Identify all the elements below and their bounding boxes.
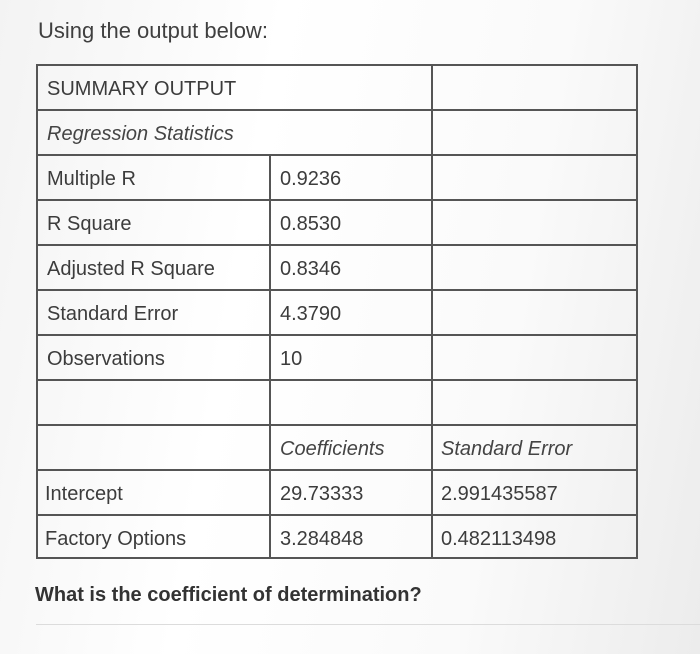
- standard-error-header: Standard Error: [441, 438, 573, 460]
- coef-label: Intercept: [45, 483, 123, 505]
- regression-summary-table: [36, 64, 638, 559]
- std-error-value: 2.991435587: [441, 483, 558, 505]
- row-divider: [38, 469, 636, 471]
- regression-statistics-label: Regression Statistics: [47, 123, 234, 145]
- stat-value: 10: [280, 348, 303, 370]
- row-divider: [38, 244, 636, 246]
- row-divider: [38, 289, 636, 291]
- summary-output-label: SUMMARY OUTPUT: [47, 78, 237, 100]
- stat-label: Observations: [47, 348, 165, 370]
- coef-value: 3.284848: [280, 528, 364, 550]
- intro-text: Using the output below:: [38, 18, 268, 43]
- stat-label: Standard Error: [47, 303, 179, 325]
- stat-value: 0.9236: [280, 168, 342, 190]
- row-divider: [38, 154, 636, 156]
- row-divider: [38, 424, 636, 426]
- stat-label: Adjusted R Square: [47, 258, 215, 280]
- coef-value: 29.73333: [280, 483, 364, 505]
- row-divider: [38, 334, 636, 336]
- stat-value: 0.8530: [280, 213, 342, 235]
- stat-label: Multiple R: [47, 168, 136, 190]
- row-divider: [38, 514, 636, 516]
- std-error-value: 0.482113498: [441, 528, 557, 550]
- stat-label: R Square: [47, 213, 132, 235]
- stat-value: 4.3790: [280, 303, 342, 325]
- row-divider: [38, 199, 636, 201]
- row-divider: [38, 109, 636, 111]
- row-divider: [38, 379, 636, 381]
- coefficients-header: Coefficients: [280, 438, 385, 460]
- column-divider: [269, 154, 271, 557]
- column-divider: [431, 66, 433, 557]
- coef-label: Factory Options: [45, 528, 187, 550]
- stat-value: 0.8346: [280, 258, 342, 280]
- question-text: What is the coefficient of determination?: [35, 584, 422, 606]
- divider: [36, 624, 700, 625]
